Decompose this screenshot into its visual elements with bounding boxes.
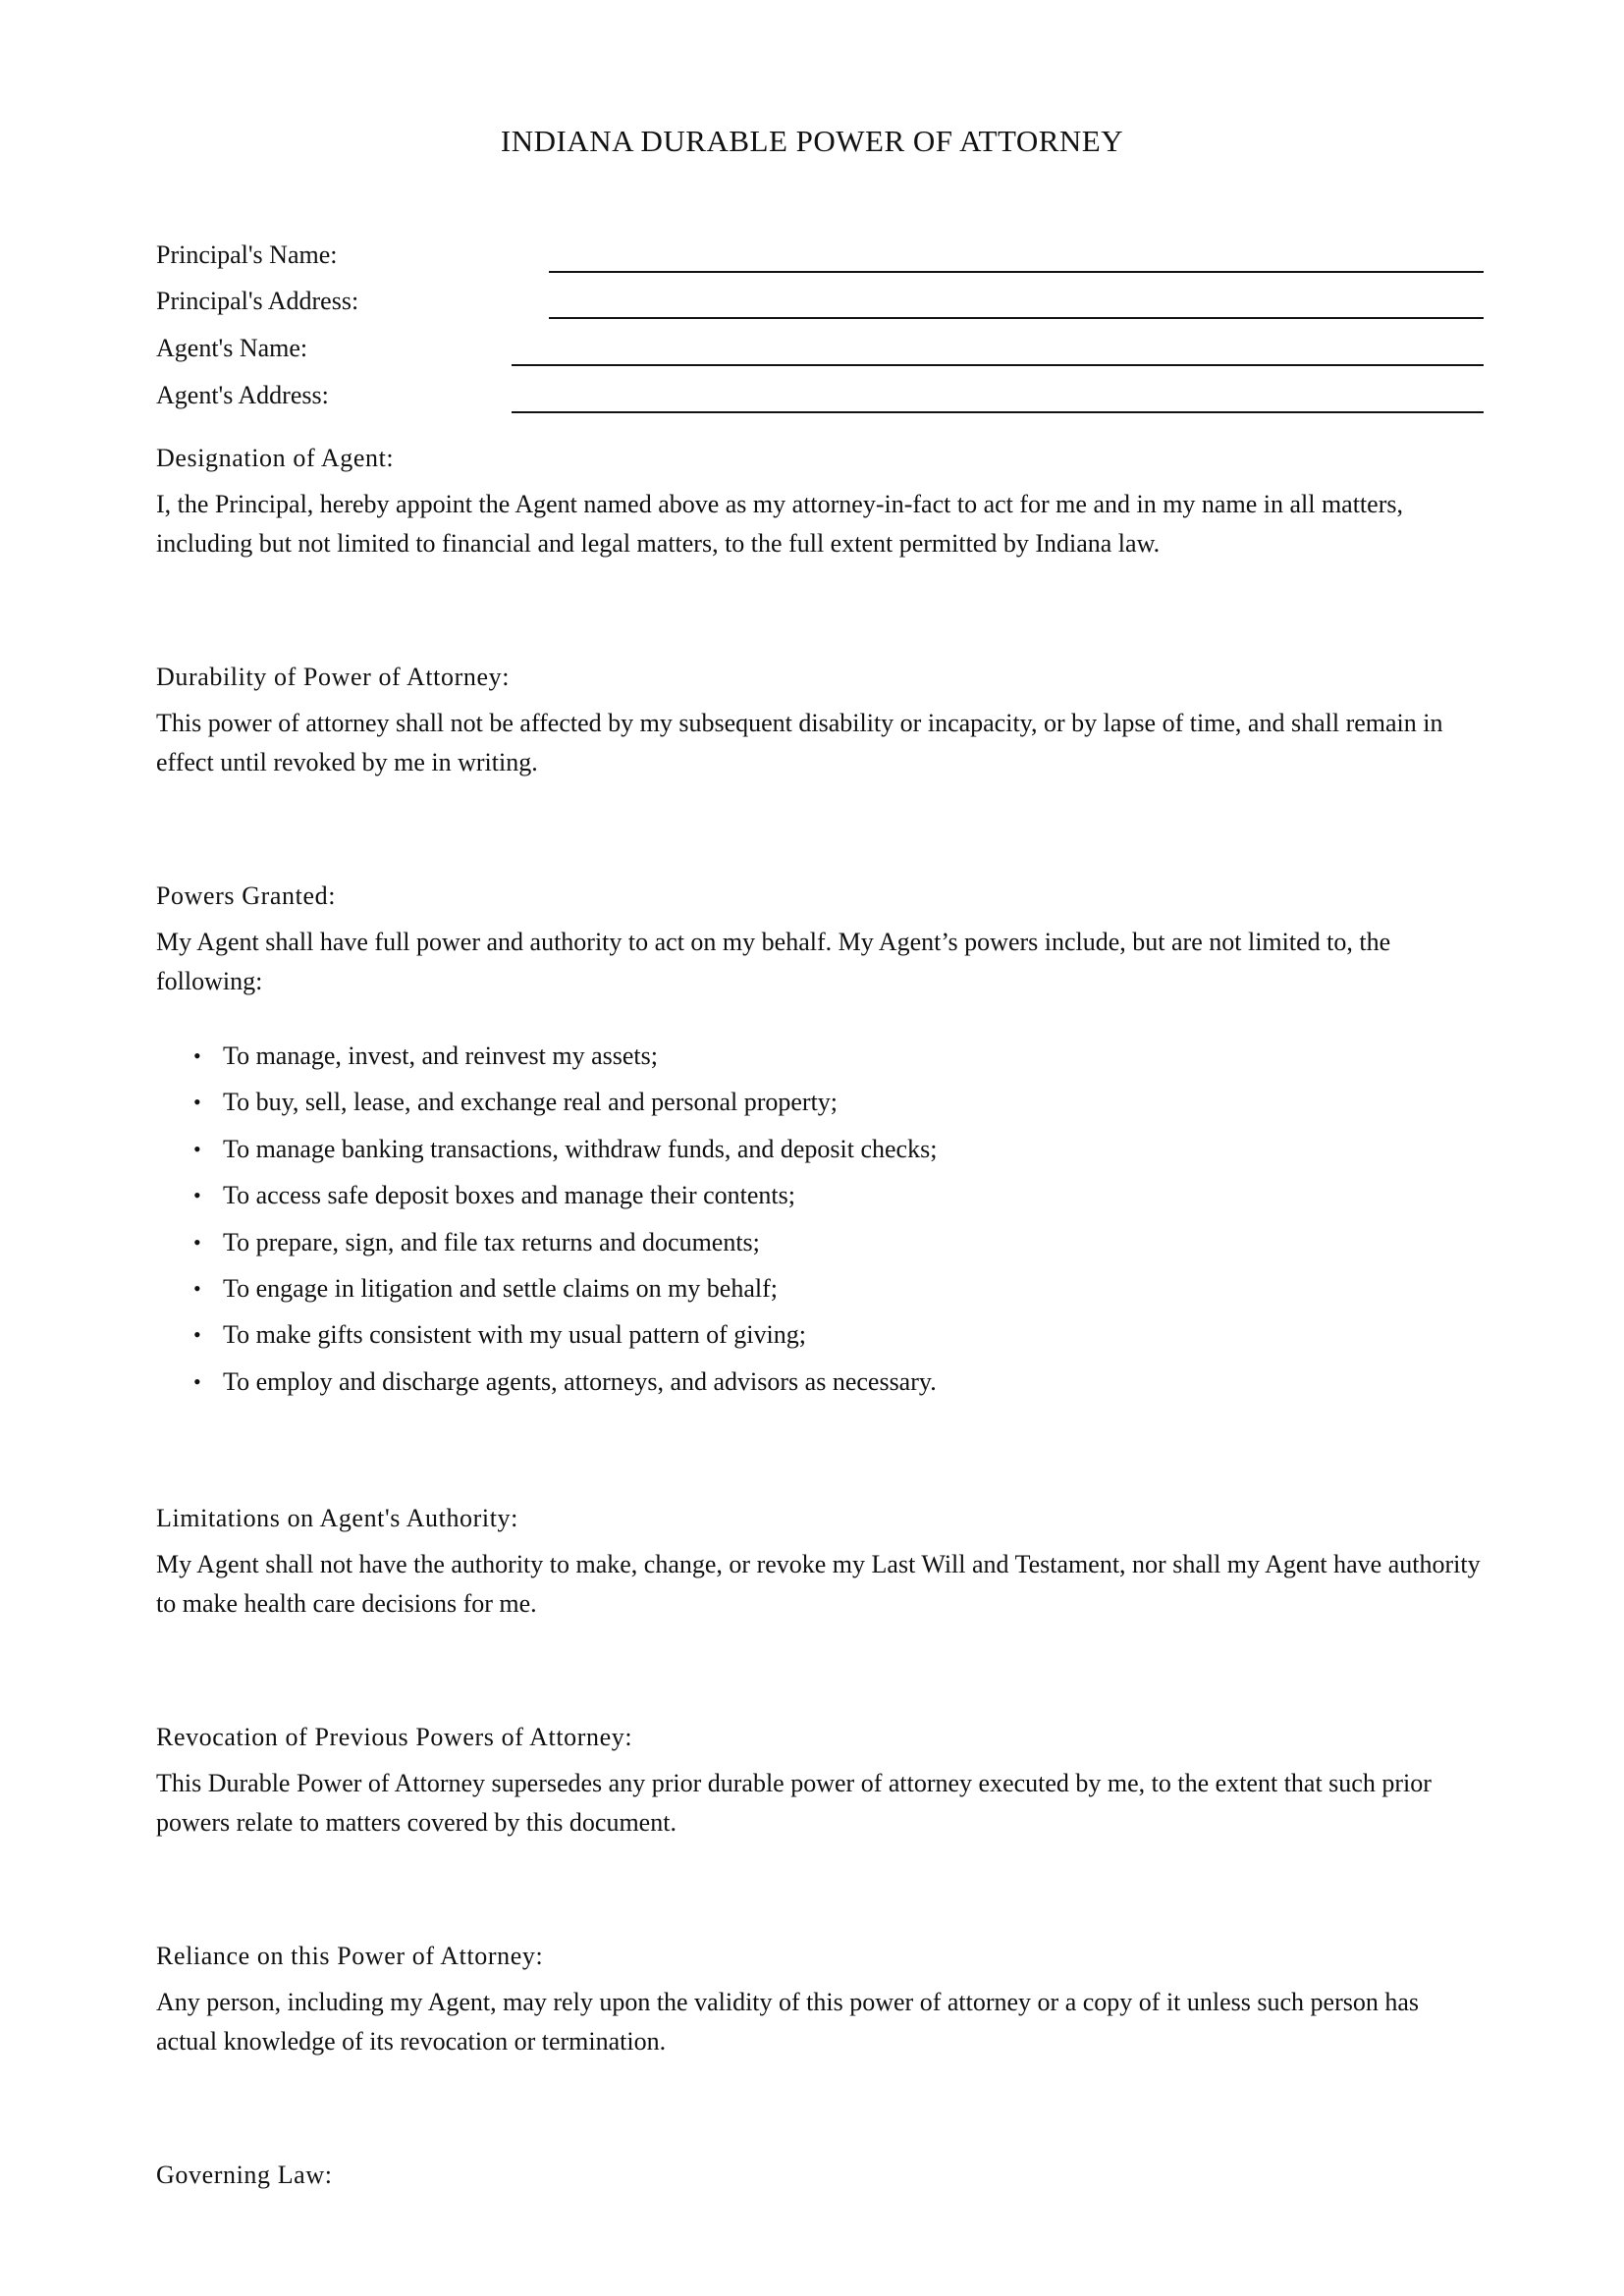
limitations-heading: Limitations on Agent's Authority: [156, 1504, 518, 1532]
revocation-heading: Revocation of Previous Powers of Attorney: [156, 1723, 633, 1751]
bullet: • [193, 1183, 201, 1208]
limitations-body: My Agent shall not have the authority to make, change, or revoke my Last Will and Testament, nor shall my Agent have authority to make health care decisions for me. [156, 1550, 1481, 1618]
principal-name-line[interactable] [549, 271, 1484, 273]
field-label: Agent's Name: [156, 334, 308, 362]
powers-list [156, 1033, 1433, 1405]
field-label: Agent's Address: [156, 381, 329, 409]
principal-name-field [156, 236, 1484, 275]
field-label: Principal's Address: [156, 287, 359, 315]
designation-heading: Designation of Agent: [156, 444, 395, 472]
list-item-text: To buy, sell, lease, and exchange real and personal property; [223, 1088, 839, 1117]
powers-heading: Powers Granted: [156, 881, 337, 910]
principal-address-field [156, 282, 1484, 321]
bullet: • [193, 1276, 201, 1302]
list-item-text: To manage, invest, and reinvest my assets; [223, 1041, 658, 1070]
list-item [156, 1033, 1433, 1079]
list-item-text: To make gifts consistent with my usual pattern of giving; [223, 1320, 806, 1350]
bullet: • [193, 1090, 201, 1115]
powers-body: My Agent shall have full power and authority to act on my behalf. My Agent’s powers include, but are not limited to, the following: [156, 928, 1391, 995]
bullet: • [193, 1229, 201, 1255]
agent-name-line[interactable] [512, 364, 1484, 366]
reliance-heading: Reliance on this Power of Attorney: [156, 1942, 544, 1970]
bullet: • [193, 1322, 201, 1348]
list-item-text: To employ and discharge agents, attorneys, and advisors as necessary. [223, 1366, 937, 1396]
list-item-text: To engage in litigation and settle claims on my behalf; [223, 1274, 778, 1304]
governing-law-heading: Governing Law: [156, 2161, 333, 2189]
principal-address-line[interactable] [549, 317, 1484, 319]
bullet: • [193, 1136, 201, 1161]
revocation-body: This Durable Power of Attorney supersedes any prior durable power of attorney executed by me, to the extent that such prior powers relate to matters covered by this document. [156, 1769, 1432, 1837]
list-item [156, 1219, 1433, 1265]
reliance-body: Any person, including my Agent, may rely upon the validity of this power of attorney or a copy of it unless such person has actual knowledge of its revocation or termination. [156, 1988, 1420, 2056]
designation-body: I, the Principal, hereby appoint the Agent named above as my attorney-in-fact to act for me and in my name in all matters, including but not limited to financial and legal matters, to the full extent permitted by Indiana law. [156, 490, 1403, 558]
bullet: • [193, 1368, 201, 1394]
list-item [156, 1265, 1433, 1311]
durability-body: This power of attorney shall not be affected by my subsequent disability or incapacity, or by lapse of time, and shall remain in effect until revoked by me in writing. [156, 709, 1443, 776]
bullet: • [193, 1043, 201, 1068]
list-item [156, 1079, 1433, 1125]
list-item-text: To prepare, sign, and file tax returns and documents; [223, 1227, 760, 1256]
agent-address-line[interactable] [512, 411, 1484, 413]
list-item [156, 1126, 1433, 1172]
list-item-text: To manage banking transactions, withdraw funds, and deposit checks; [223, 1134, 938, 1163]
agent-name-field [156, 329, 1484, 368]
list-item-text: To access safe deposit boxes and manage their contents; [223, 1181, 795, 1210]
list-item [156, 1359, 1433, 1405]
list-item [156, 1172, 1433, 1218]
agent-address-field [156, 376, 1484, 415]
document-title: INDIANA DURABLE POWER OF ATTORNEY [500, 124, 1124, 158]
field-label: Principal's Name: [156, 240, 338, 269]
durability-heading: Durability of Power of Attorney: [156, 663, 511, 691]
list-item [156, 1311, 1433, 1358]
